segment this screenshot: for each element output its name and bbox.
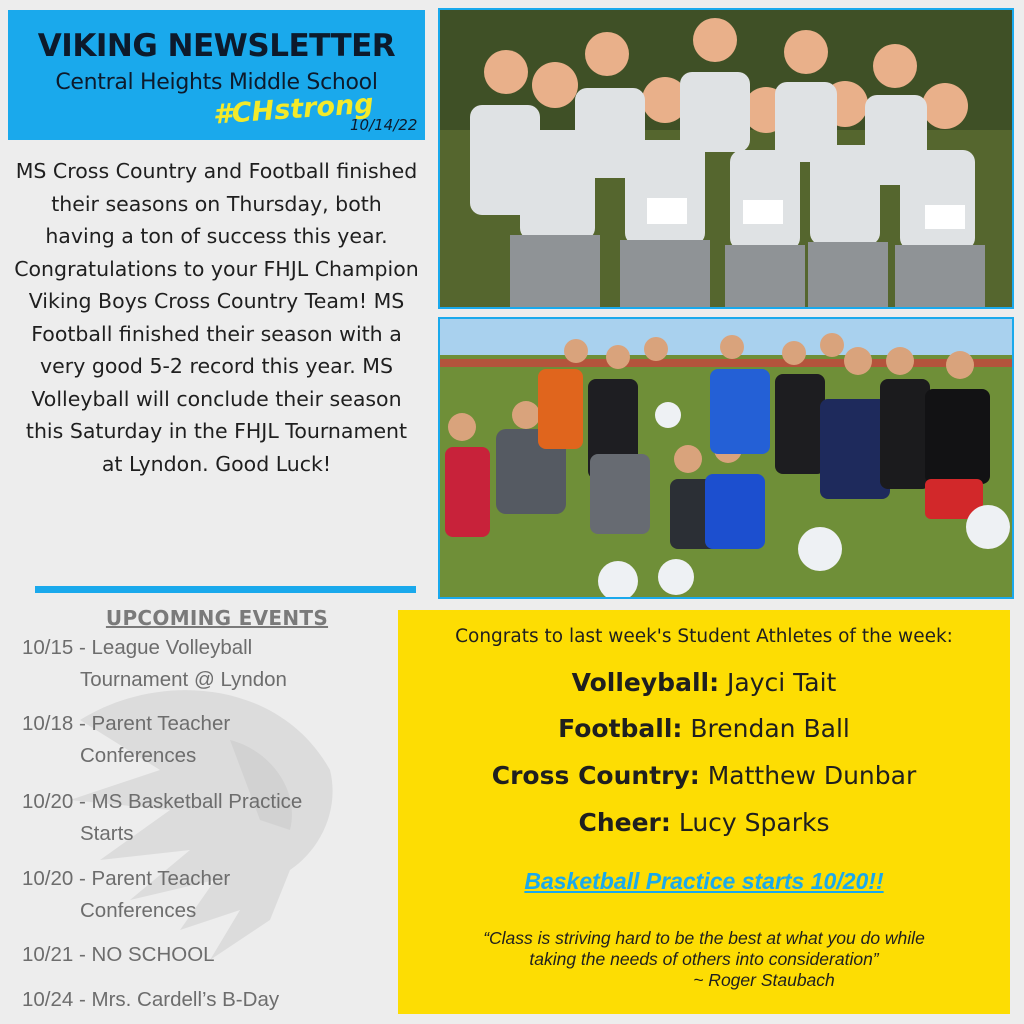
school-name: Central Heights Middle School [55,70,378,95]
football-team-photo [438,317,1014,599]
event-item [22,708,422,772]
section-divider [35,586,416,593]
newsletter-title: VIKING NEWSLETTER [37,28,396,64]
event-item [22,632,422,696]
event-line: 10/20 - MS Basketball Practice [22,790,303,813]
quote-line: taking the needs of others into consideration” [529,949,879,969]
event-item [22,786,422,850]
award-name: Jayci Tait [727,668,837,697]
event-item [22,984,422,1016]
award-name: Brendan Ball [690,714,850,743]
event-line-cont: Starts [80,822,134,845]
event-line: 10/20 - Parent Teacher [22,867,231,890]
basketball-practice-link[interactable]: Basketball Practice starts 10/20!! [524,868,884,894]
event-line-cont: Conferences [80,744,197,767]
quote [414,928,994,991]
quote-line: “Class is striving hard to be the best at what you do while [483,928,925,948]
award-row [398,668,1010,697]
athletes-of-week-box [398,610,1010,1014]
issue-date: 10/14/22 [350,116,418,134]
cross-country-team-photo [438,8,1014,309]
event-line-cont: Conferences [80,899,197,922]
event-line: 10/21 - NO SCHOOL [22,943,215,966]
cross-country-team-illustration [440,10,1012,307]
event-item [22,939,422,971]
award-sport: Cross Country: [491,761,700,790]
award-row [398,761,1010,790]
hashtag: #CHstrong [212,88,375,131]
award-row [398,808,1010,837]
event-line: 10/15 - League Volleyball [22,636,253,659]
award-sport: Football: [558,714,683,743]
event-line: 10/24 - Mrs. Cardell’s B-Day [22,988,280,1011]
football-team-illustration [440,319,1012,597]
event-line: 10/18 - Parent Teacher [22,712,231,735]
award-name: Matthew Dunbar [707,761,917,790]
quote-author: ~ Roger Staubach [693,970,835,990]
award-name: Lucy Sparks [678,808,830,837]
award-sport: Volleyball: [571,668,720,697]
intro-paragraph: MS Cross Country and Football finished their seasons on Thursday, both having a ton of success this year. Congratulations to your FHJL Champion Viking Boys Cross Country Team! MS Football finished their season with a very good 5-2 record this year. MS Volleyball will conclude their season this Saturday in the FHJL Tournament at Lyndon. Good Luck! [14,159,419,476]
newsletter-header [8,10,425,140]
event-item [22,863,422,927]
award-sport: Cheer: [578,808,671,837]
athletes-heading: Congrats to last week's Student Athletes of the week: [455,626,953,647]
award-row [398,714,1010,743]
upcoming-events-heading: UPCOMING EVENTS [105,606,329,630]
event-line-cont: Tournament @ Lyndon [80,668,287,691]
